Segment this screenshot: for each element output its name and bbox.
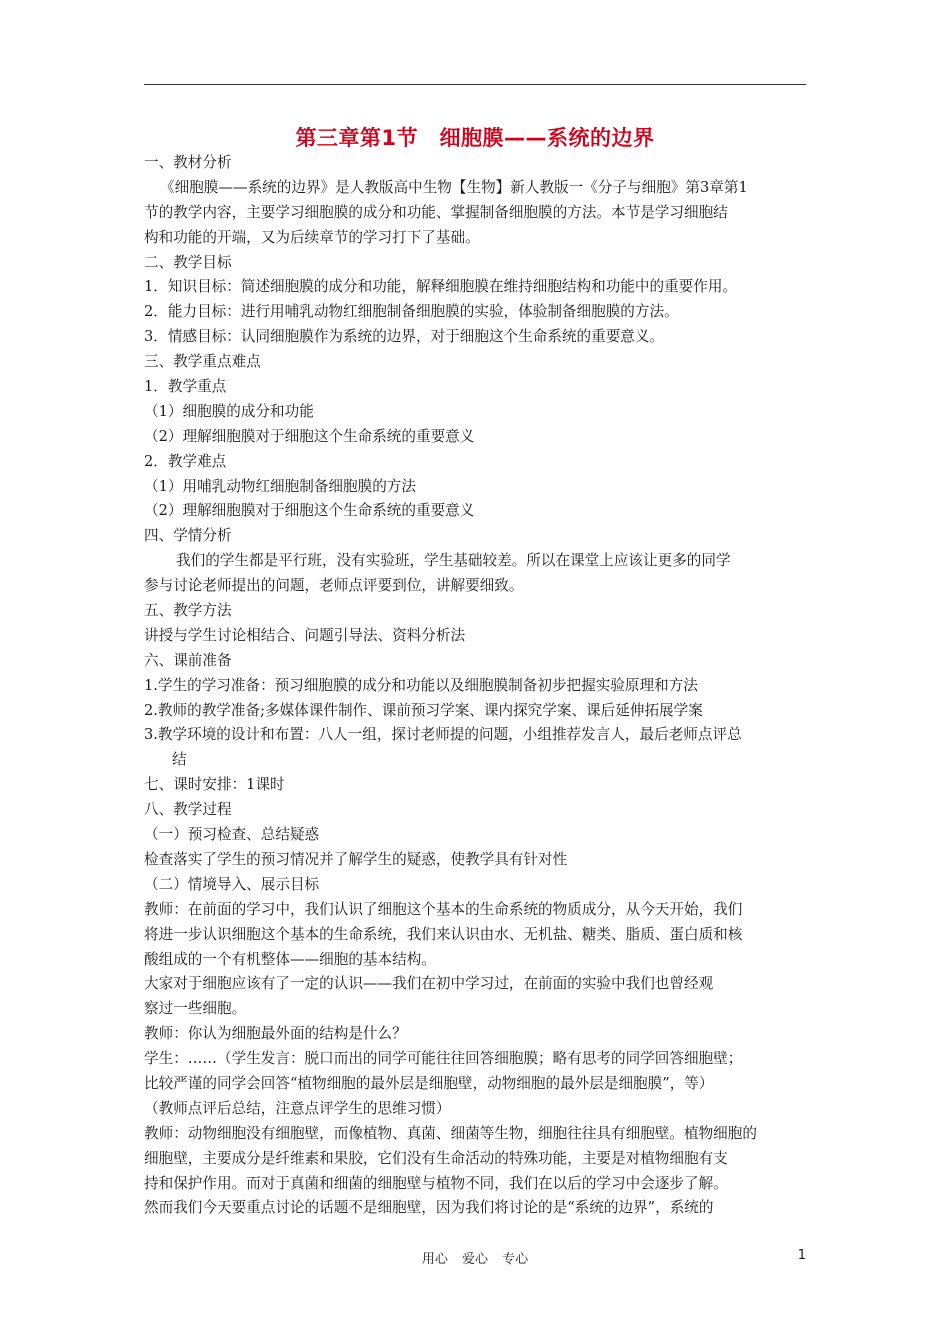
page-footer <box>144 1248 806 1272</box>
footer-motto: 用心 爱心 专心 <box>421 1252 529 1267</box>
section-heading: 二、教学目标 <box>144 253 232 271</box>
subsection-heading: （一）预习检查、总结疑惑 <box>144 826 320 844</box>
paragraph-line: 《细胞膜——系统的边界》是人教版高中生物【生物】新人教版一《分子与细胞》第3章第1 <box>160 178 748 196</box>
paragraph-line: 教师：动物细胞没有细胞壁，而像植物、真菌、细菌等生物，细胞往往具有细胞壁。植物细胞的 <box>144 1124 757 1142</box>
page-title: 第三章第1节 细胞膜——系统的边界 <box>295 126 655 150</box>
list-item: 1．知识目标：简述细胞膜的成分和功能，解释细胞膜在维持细胞结构和功能中的重要作用。 <box>144 278 738 296</box>
paragraph-line: 节的教学内容，主要学习细胞膜的成分和功能、掌握制备细胞膜的方法。本节是学习细胞结 <box>144 203 728 221</box>
section-heading: 一、教材分析 <box>144 154 232 171</box>
paragraph-line: 酸组成的一个有机整体——细胞的基本结构。 <box>144 950 436 968</box>
header-rule <box>144 84 806 85</box>
list-item-continuation: 结 <box>172 751 187 769</box>
list-item: （2）理解细胞膜对于细胞这个生命系统的重要意义 <box>144 502 475 520</box>
list-item: 2.教师的教学准备;多媒体课件制作、课前预习学案、课内探究学案、课后延伸拓展学案 <box>144 701 703 719</box>
section-heading: 三、教学重点难点 <box>144 353 261 371</box>
paragraph-line: 将进一步认识细胞这个基本的生命系统，我们来认识由水、无机盐、糖类、脂质、蛋白质和核 <box>144 925 743 943</box>
section-heading: 七、课时安排：1课时 <box>144 776 285 794</box>
paragraph-line: 学生：……（学生发言：脱口而出的同学可能往往回答细胞膜；略有思考的同学回答细胞壁； <box>144 1050 743 1068</box>
paragraph-line: 我们的学生都是平行班，没有实验班，学生基础较差。所以在课堂上应该让更多的同学 <box>176 552 731 570</box>
paragraph-line: 构和功能的开端，又为后续章节的学习打下了基础。 <box>144 228 480 246</box>
paragraph-line: 教师：在前面的学习中，我们认识了细胞这个基本的生命系统的物质成分，从今天开始，我们 <box>144 900 743 918</box>
section-heading: 五、教学方法 <box>144 602 232 620</box>
paragraph-line: 比较严谨的同学会回答“植物细胞的最外层是细胞壁，动物细胞的最外层是细胞膜”，等） <box>144 1074 714 1092</box>
list-item: （1）用哺乳动物红细胞制备细胞膜的方法 <box>144 477 416 495</box>
paragraph-line: 察过一些细胞。 <box>144 1000 247 1018</box>
paragraph-line: 大家对于细胞应该有了一定的认识——我们在初中学习过，在前面的实验中我们也曾经观 <box>144 975 714 993</box>
subsection-heading: 2．教学难点 <box>144 452 227 470</box>
subsection-heading: 1．教学重点 <box>144 378 227 396</box>
list-item: 3．情感目标：认同细胞膜作为系统的边界，对于细胞这个生命系统的重要意义。 <box>144 328 665 346</box>
page-number: 1 <box>797 1248 806 1263</box>
list-item: 3.教学环境的设计和布置：八人一组，探讨老师提的问题，小组推荐发言人，最后老师点评总 <box>144 726 742 744</box>
list-item: （1）细胞膜的成分和功能 <box>144 402 314 420</box>
list-item: （2）理解细胞膜对于细胞这个生命系统的重要意义 <box>144 427 475 445</box>
paragraph-line: 教师：你认为细胞最外面的结构是什么？ <box>144 1025 407 1043</box>
paragraph-line: 然而我们今天要重点讨论的话题不是细胞壁，因为我们将讨论的是“系统的边界”，系统的 <box>144 1199 714 1217</box>
paragraph-line: 持和保护作用。而对于真菌和细菌的细胞壁与植物不同，我们在以后的学习中会逐步了解。 <box>144 1174 728 1192</box>
subsection-heading: （二）情境导入、展示目标 <box>144 875 320 893</box>
document-body <box>144 151 808 1221</box>
paragraph-line: （教师点评后总结，注意点评学生的思维习惯） <box>144 1099 451 1117</box>
paragraph-line: 讲授与学生讨论相结合、问题引导法、资料分析法 <box>144 626 466 644</box>
section-heading: 六、课前准备 <box>144 651 232 669</box>
paragraph-line: 细胞壁，主要成分是纤维素和果胶，它们没有生命活动的特殊功能，主要是对植物细胞有支 <box>144 1149 728 1167</box>
list-item: 2．能力目标：进行用哺乳动物红细胞制备细胞膜的实验，体验制备细胞膜的方法。 <box>144 303 679 321</box>
paragraph-line: 检查落实了学生的预习情况并了解学生的疑惑，使教学具有针对性 <box>144 850 568 868</box>
paragraph-line: 参与讨论老师提出的问题，老师点评要到位，讲解要细致。 <box>144 577 524 595</box>
section-heading: 八、教学过程 <box>144 801 232 819</box>
section-heading: 四、学情分析 <box>144 527 232 545</box>
list-item: 1.学生的学习准备：预习细胞膜的成分和功能以及细胞膜制备初步把握实验原理和方法 <box>144 676 698 694</box>
